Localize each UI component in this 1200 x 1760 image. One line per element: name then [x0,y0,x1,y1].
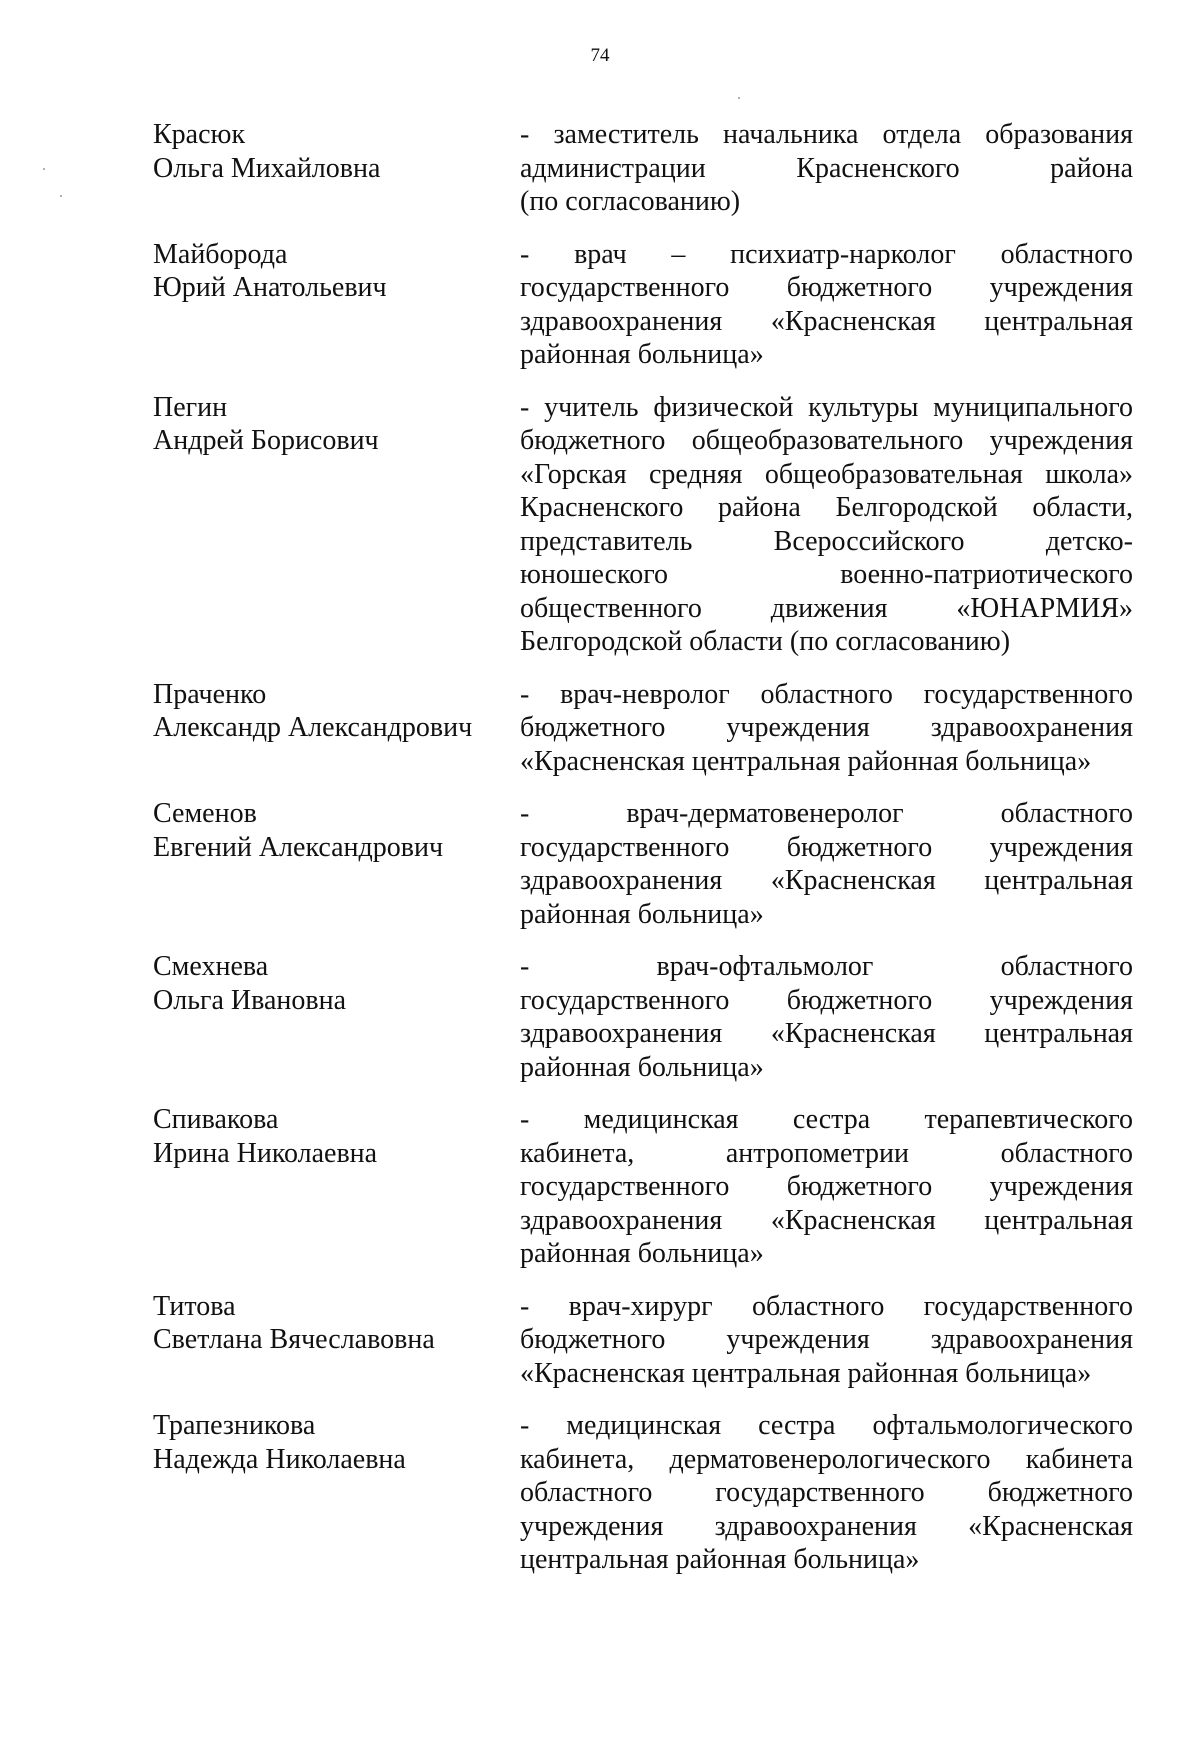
member-given-names: Андрей Борисович [153,425,379,456]
position-line: Белгородской области (по согласованию) [520,626,1011,657]
position-line: - медицинская сестра терапевтического [520,1104,1133,1135]
member-surname: Смехнева [153,951,269,982]
position-line: администрации Красненского района [520,152,1133,184]
member-position [520,797,1133,931]
scan-speck [738,97,740,99]
member-given-names: Ирина Николаевна [153,1137,378,1169]
member-position [520,678,1133,779]
member-given-names: Ольга Ивановна [153,984,346,1016]
member-given-names: Ольга Михайловна [153,152,381,184]
position-line: районная больница» [520,1051,764,1083]
member-surname: Праченко [153,678,267,710]
position-line: - врач-невролог областного государственного [520,678,1133,710]
member-surname: Трапезникова [153,1410,316,1441]
member-position [520,950,1133,1084]
member-name [153,1290,520,1357]
position-line: «Красненская центральная районная больница» [520,1357,1092,1389]
member-position [520,1103,1133,1271]
position-line: здравоохранения «Красненская центральная [520,305,1133,337]
member-given-names: Юрий Анатольевич [153,272,387,303]
member-name [153,678,520,745]
position-line: государственного бюджетного учреждения [520,831,1133,863]
member-position [520,1290,1133,1391]
position-line: бюджетного учреждения здравоохранения [520,1324,1133,1355]
position-line: бюджетного учреждения здравоохранения [520,712,1133,743]
member-given-names: Александр Александрович [153,712,473,743]
position-line: - учитель физической культуры муниципального [520,391,1133,423]
position-line: - врач-хирург областного государственного [520,1290,1133,1322]
member-name [153,1103,520,1170]
position-line: районная больница» [520,1238,764,1269]
position-line: - медицинская сестра офтальмологического [520,1410,1133,1441]
position-line: (по согласованию) [520,186,741,217]
member-surname: Семенов [153,798,257,829]
member-entry [153,238,1133,372]
position-line: государственного бюджетного учреждения [520,272,1133,303]
position-line: бюджетного общеобразовательного учреждения [520,425,1133,456]
member-position [520,238,1133,372]
member-surname: Майборода [153,238,288,270]
member-entry [153,1409,1133,1577]
position-line: районная больница» [520,339,764,370]
member-surname: Спивакова [153,1104,279,1135]
member-surname: Титова [153,1290,236,1322]
position-line: государственного бюджетного учреждения [520,984,1133,1016]
position-line: «Горская средняя общеобразовательная школа» [520,458,1133,490]
position-line: представитель Всероссийского детско- [520,525,1133,557]
position-line: «Красненская центральная районная больница» [520,745,1092,777]
member-given-names: Светлана Вячеславовна [153,1324,435,1355]
position-line: здравоохранения «Красненская центральная [520,865,1133,896]
member-name [153,118,520,185]
position-line: здравоохранения «Красненская центральная [520,1204,1133,1236]
member-entry [153,1290,1133,1391]
position-line: юношеского военно-патриотического [520,559,1133,590]
position-line: кабинета, дерматовенерологического кабинета [520,1443,1133,1475]
scan-speck [43,168,45,170]
position-line: государственного бюджетного учреждения [520,1171,1133,1202]
member-entry [153,118,1133,219]
member-list [153,118,1133,1596]
member-given-names: Евгений Александрович [153,831,444,863]
position-line: областного государственного бюджетного [520,1477,1133,1508]
position-line: - врач-дерматовенеролог областного [520,798,1133,829]
member-position [520,118,1133,219]
page-number: 74 [590,45,610,66]
position-line: - врач – психиатр-нарколог областного [520,238,1133,270]
member-entry [153,950,1133,1084]
member-surname: Красюк [153,119,246,150]
member-surname: Пегин [153,391,228,423]
member-position [520,391,1133,659]
member-entry [153,797,1133,931]
member-name [153,238,520,305]
position-line: районная больница» [520,898,764,930]
member-name [153,1409,520,1476]
position-line: общественного движения «ЮНАРМИЯ» [520,592,1133,624]
member-name [153,797,520,864]
member-position [520,1409,1133,1577]
position-line: кабинета, антропометрии областного [520,1137,1133,1169]
member-name [153,391,520,458]
member-entry [153,678,1133,779]
position-line: - заместитель начальника отдела образования [520,119,1133,150]
member-name [153,950,520,1017]
position-line: учреждения здравоохранения «Красненская [520,1510,1133,1542]
member-entry [153,1103,1133,1271]
scan-speck [60,195,62,197]
position-line: центральная районная больница» [520,1544,920,1575]
position-line: - врач-офтальмолог областного [520,951,1133,982]
member-entry [153,391,1133,659]
position-line: Красненского района Белгородской области, [520,492,1133,523]
position-line: здравоохранения «Красненская центральная [520,1018,1133,1049]
member-given-names: Надежда Николаевна [153,1443,406,1475]
